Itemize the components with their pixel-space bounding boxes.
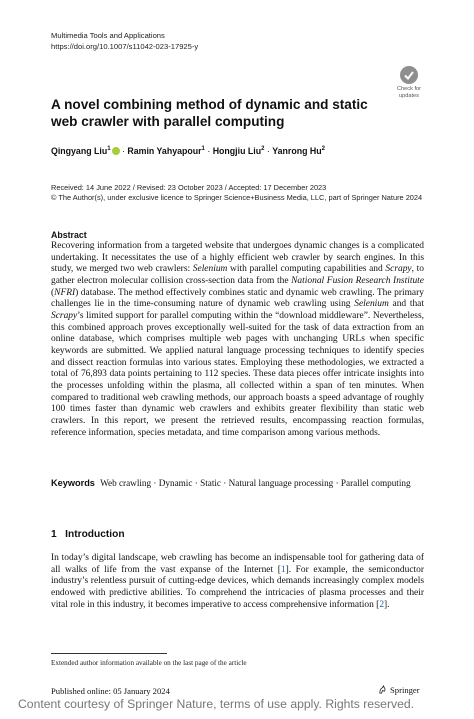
- check-for-updates-badge[interactable]: [392, 66, 426, 104]
- introduction-body: [51, 553, 424, 611]
- author-affiliation: 2: [261, 146, 265, 153]
- check-for-updates-label: Check for updates: [397, 86, 421, 99]
- journal-header: [51, 30, 198, 52]
- footnote: Extended author information available on the last page of the article: [51, 659, 247, 667]
- text-run: with parallel computing capabilities and: [227, 264, 386, 275]
- author-name[interactable]: Qingyang Liu: [51, 146, 108, 156]
- author-affiliation: 2: [321, 146, 325, 153]
- italic-term: National Fusion Research Institute: [291, 275, 424, 286]
- keywords-text: Web crawling · Dynamic · Static · Natural language processing · Parallel computing: [100, 478, 411, 488]
- text-run: Recovering information from a targeted website that undergoes dynamic changes is a complicated undertaking. It necessitates the use of a highly efficient web crawler by search engines. In this study, we merged two web crawlers:: [51, 241, 424, 275]
- italic-term: Scrapy: [51, 310, 78, 321]
- published-date: Published online: 05 January 2024: [51, 686, 170, 696]
- author-separator: ·: [264, 146, 273, 156]
- history-dates: Received: 14 June 2022 / Revised: 23 October 2023 / Accepted: 17 December 2023: [51, 183, 327, 192]
- text-run: ) database. The method effectively combines static and dynamic web crawling. The primary challenges lie in the time-consuming nature of dynamic web crawling using: [51, 287, 424, 310]
- section-title: Introduction: [65, 529, 125, 540]
- text-run: ]. For example, the semiconductor industry’s relentless pursuit of cutting-edge devices, which demands increasingly complex models endowed with predictive abilities. To comprehend the intricacies of plasma processes and their vital role in this industry, it becomes imperative to access comprehensive information [: [51, 564, 424, 610]
- italic-term: Selenium: [192, 264, 228, 275]
- text-run: ].: [384, 599, 390, 610]
- publisher-logo: [378, 685, 420, 695]
- citation-link[interactable]: 1: [280, 564, 286, 575]
- text-run: (: [51, 287, 55, 298]
- courtesy-notice: Content courtesy of Springer Nature, terms of use apply. Rights reserved.: [18, 697, 415, 711]
- journal-name: Multimedia Tools and Applications: [51, 31, 165, 40]
- footnote-divider: [51, 653, 167, 654]
- publisher-name: Springer: [390, 685, 420, 695]
- section-number: 1: [51, 529, 57, 540]
- italic-term: NFRI: [54, 287, 76, 298]
- keywords-label: Keywords: [51, 478, 95, 488]
- orcid-icon[interactable]: [112, 147, 120, 155]
- author-list: [51, 146, 325, 156]
- text-run: ’s limited support for parallel computing within the “download middleware”. Nevertheless, this combined approach proves exceptionally well-suited for the task of data extraction from an online database, which comprises multiple web pages with unchanging URLs when specific keywords are submitted. We applied natural language processing techniques to identify species and dissect reaction formulas into various states. Employing these methodologies, we extracted a total of 76,893 data points pertaining to 112 species. These data pieces offer intricate insights into the processes unfolding within the plasma, all collected within a span of ten minutes. When compared to traditional web crawling methods, our approach boasts a speed advantage of roughly 100 times faster than dynamic web crawlers and exhibits greater flexibility than static web crawlers. In this report, we present the retrieved results, encompassing reaction formulas, reference information, species metadata, and time comparison among various methods.: [51, 310, 424, 438]
- text-run: , to gather electron molecular collision cross-section data from the: [51, 264, 424, 286]
- author-separator: ·: [204, 146, 213, 156]
- text-run: In today’s digital landscape, web crawling has become an indispensable tool for gathering data of all walks of life from the vast expanse of the Internet [: [51, 553, 424, 575]
- section-heading-introduction: [51, 529, 125, 540]
- italic-term: Scrapy: [385, 264, 412, 275]
- author-affiliation: 1: [107, 146, 111, 153]
- article-history: [51, 183, 422, 203]
- text-run: and that: [388, 299, 424, 310]
- citation-link[interactable]: 2: [379, 599, 385, 610]
- springer-horse-icon: [378, 685, 387, 694]
- keywords: [51, 478, 424, 490]
- author-name[interactable]: Yanrong Hu: [272, 146, 322, 156]
- author-name[interactable]: Hongjiu Liu: [212, 146, 262, 156]
- doi-link[interactable]: https://doi.org/10.1007/s11042-023-17925-y: [51, 42, 199, 51]
- abstract-body: [51, 241, 424, 439]
- author-affiliation: 1: [201, 146, 205, 153]
- author-separator: ·: [119, 146, 128, 156]
- check-for-updates-icon: [400, 66, 418, 84]
- author-name[interactable]: Ramin Yahyapour: [127, 146, 202, 156]
- article-title: A novel combining method of dynamic and static web crawler with parallel computing: [51, 97, 368, 129]
- italic-term: Selenium: [354, 299, 389, 310]
- copyright-line: © The Author(s), under exclusive licence to Springer Science+Business Media, LLC, part of Springer Nature 2024: [51, 193, 423, 202]
- abstract-heading: Abstract: [51, 230, 87, 240]
